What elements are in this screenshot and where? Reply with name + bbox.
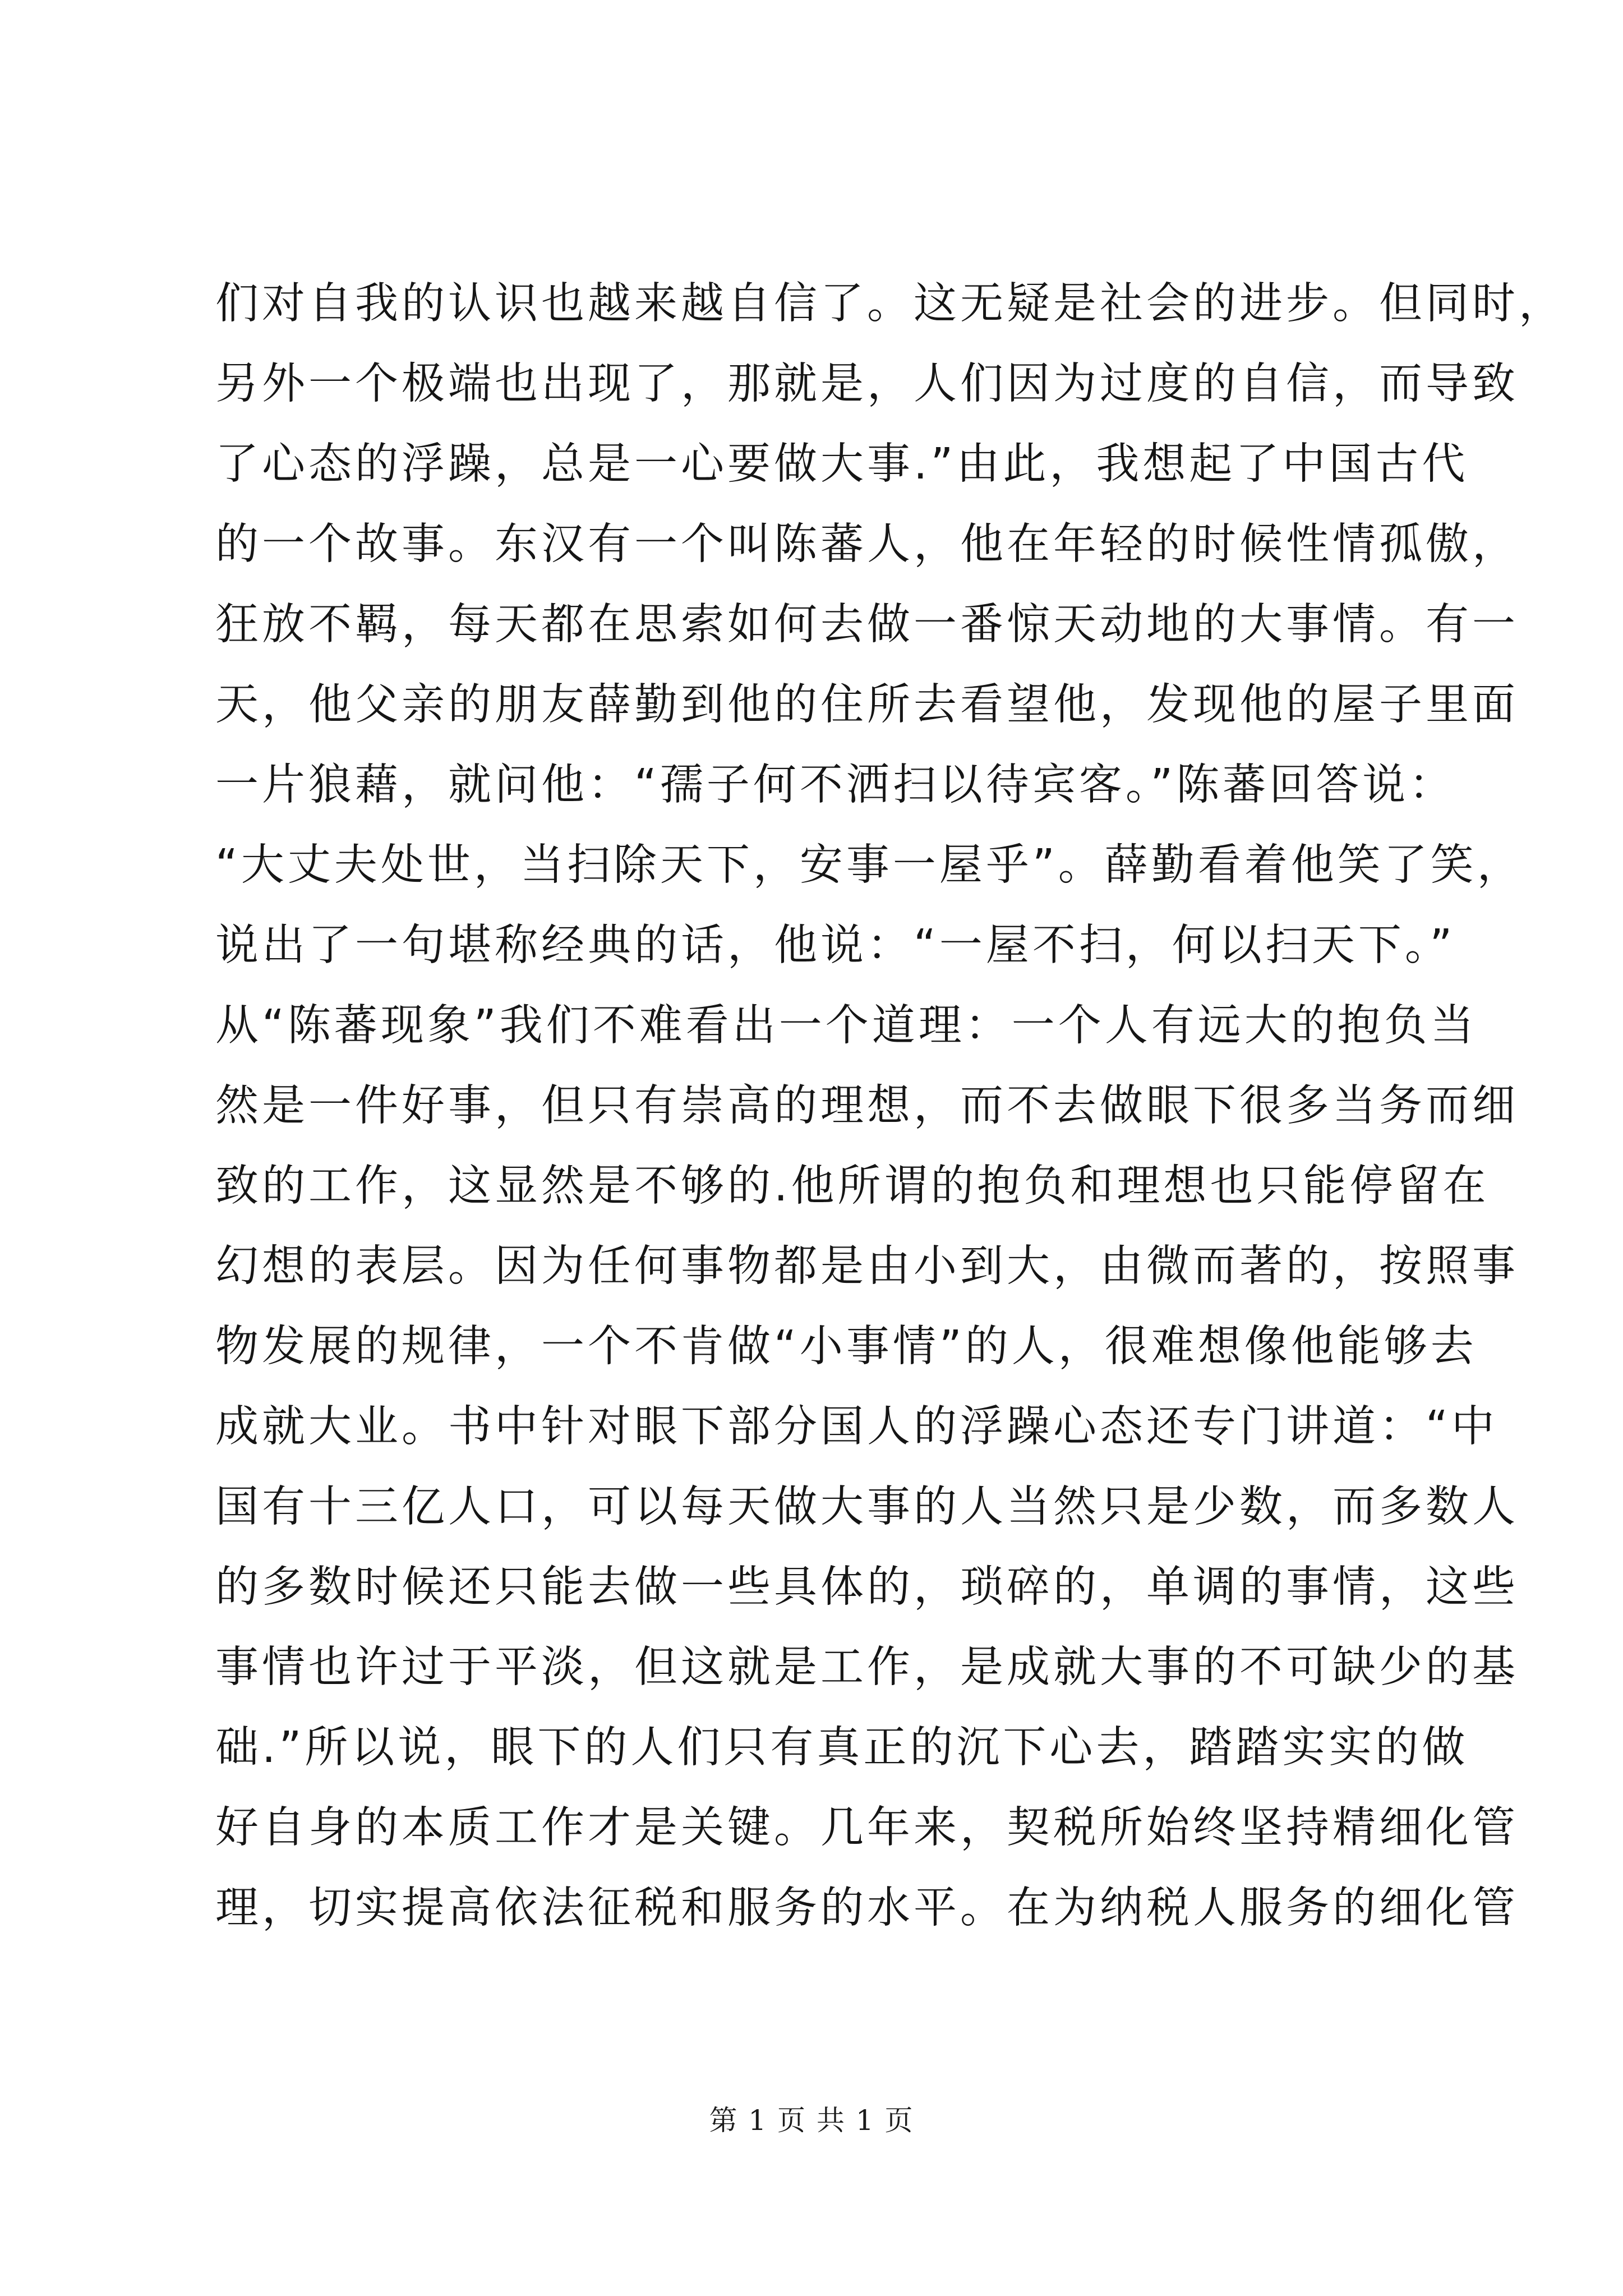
text-line-7: 一片狼藉，就问他：“孺子何不洒扫以待宾客。”陈蕃回答说： <box>215 760 1456 810</box>
text-line-16: 国有十三亿人口，可以每天做大事的人当然只是少数，而多数人 <box>215 1482 1519 1532</box>
text-line-14: 物发展的规律，一个不肯做“小事情”的人，很难想像他能够去 <box>215 1322 1477 1372</box>
text-line-5: 狂放不羁，每天都在思索如何去做一番惊天动地的大事情。有一 <box>215 600 1519 650</box>
body-text <box>215 264 1565 1948</box>
text-line-3: 了心态的浮躁，总是一心要做大事.”由此，我想起了中国古代 <box>215 439 1469 489</box>
text-line-10: 从“陈蕃现象”我们不难看出一个道理：一个人有远大的抱负当 <box>215 1001 1477 1051</box>
text-line-12: 致的工作，这显然是不够的.他所谓的抱负和理想也只能停留在 <box>215 1161 1490 1211</box>
text-line-2: 另外一个极端也出现了，那就是，人们因为过度的自信，而导致 <box>215 359 1519 409</box>
text-line-18: 事情也许过于平淡，但这就是工作，是成就大事的不可缺少的基 <box>215 1642 1519 1692</box>
text-line-9: 说出了一句堪称经典的话，他说：“一屋不扫，何以扫天下。” <box>215 921 1456 970</box>
page-number-footer: 第 1 页 共 1 页 <box>709 2104 914 2137</box>
text-line-4: 的一个故事。东汉有一个叫陈蕃人，他在年轻的时候性情孤傲， <box>215 519 1519 569</box>
text-line-11: 然是一件好事，但只有崇高的理想，而不去做眼下很多当务而细 <box>215 1081 1519 1131</box>
text-line-8: “大丈夫处世，当扫除天下，安事一屋乎”。薛勤看着他笑了笑， <box>215 840 1524 890</box>
text-line-17: 的多数时候还只能去做一些具体的，琐碎的，单调的事情，这些 <box>215 1562 1519 1612</box>
text-line-13: 幻想的表层。因为任何事物都是由小到大，由微而著的，按照事 <box>215 1241 1519 1291</box>
text-line-1: 们对自我的认识也越来越自信了。这无疑是社会的进步。但同时， <box>215 279 1565 329</box>
text-line-20: 好自身的本质工作才是关键。几年来，契税所始终坚持精细化管 <box>215 1803 1519 1853</box>
text-line-6: 天，他父亲的朋友薛勤到他的住所去看望他，发现他的屋子里面 <box>215 680 1519 730</box>
text-line-19: 础.”所以说，眼下的人们只有真正的沉下心去，踏踏实实的做 <box>215 1723 1469 1773</box>
text-line-15: 成就大业。书中针对眼下部分国人的浮躁心态还专门讲道：“中 <box>215 1402 1498 1452</box>
text-line-21: 理，切实提高依法征税和服务的水平。在为纳税人服务的细化管 <box>215 1883 1519 1933</box>
